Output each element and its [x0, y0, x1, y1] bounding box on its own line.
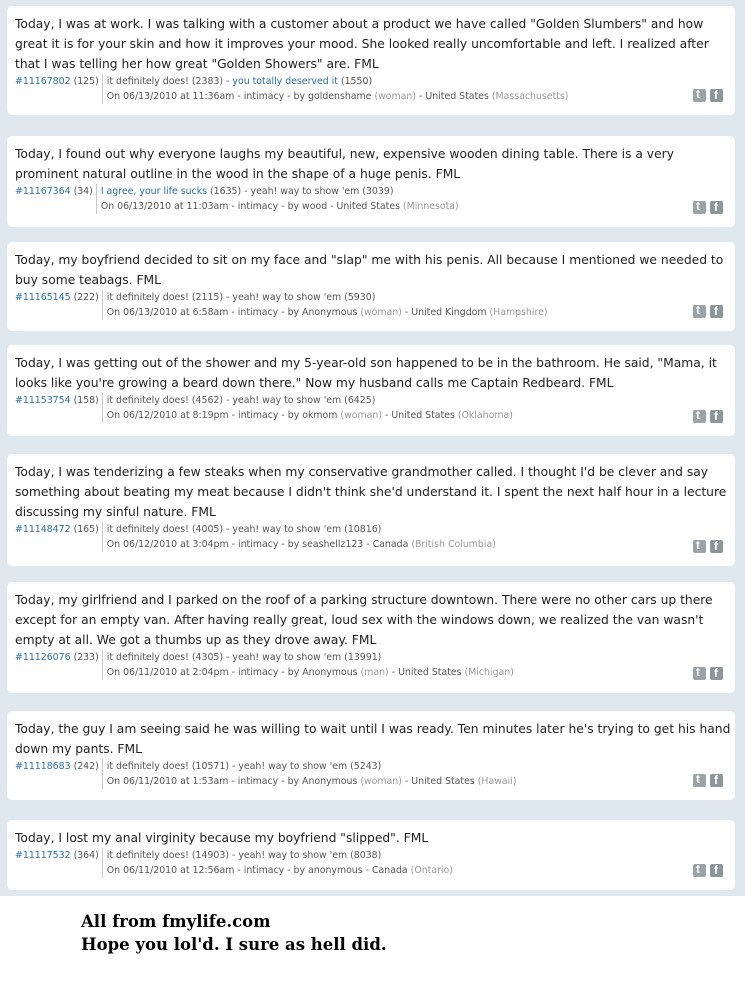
post-date: On 06/13/2010 at 11:03am — [100, 201, 229, 212]
post-author: by anonymous — [293, 865, 363, 876]
post-id-link[interactable]: #11118683 — [15, 761, 71, 772]
vote-deserved-count: (3039) — [362, 186, 394, 197]
post-country: United Kingdom — [411, 307, 487, 318]
vote-agree-link[interactable]: it definitely does! — [106, 850, 189, 861]
post-card — [7, 582, 735, 693]
separator: - — [231, 410, 236, 421]
vote-line — [107, 522, 496, 537]
post-country: United States — [336, 201, 400, 212]
post-region-value: Minnesota — [406, 201, 456, 212]
comment-count[interactable]: (233) — [73, 652, 99, 663]
separator: - — [384, 410, 389, 421]
comment-count[interactable]: (222) — [73, 292, 99, 303]
post-category[interactable]: intimacy — [238, 667, 279, 678]
vote-deserved-count: (6425) — [344, 395, 376, 406]
vote-line — [107, 650, 514, 665]
post-text: Today, my boyfriend decided to sit on my face and "slap" me with his penis. All because I mentioned we needed to buy some teabags. FML — [15, 253, 724, 287]
separator: - — [244, 186, 248, 197]
comment-count[interactable]: (158) — [73, 395, 99, 406]
separator: - — [330, 201, 334, 212]
vote-deserved-count: (5243) — [350, 761, 382, 772]
post-votes-and-info — [96, 184, 459, 214]
author-gender: (woman) — [374, 91, 417, 102]
facebook-icon[interactable] — [710, 864, 723, 877]
facebook-icon[interactable] — [710, 774, 723, 787]
separator: - — [231, 307, 235, 318]
post-id-group — [15, 184, 93, 199]
twitter-icon[interactable] — [693, 201, 706, 214]
vote-agree-link[interactable]: it definitely does! — [106, 524, 189, 535]
post-id-group — [15, 393, 99, 408]
post-id-link[interactable]: #11153754 — [15, 395, 71, 406]
post-votes-and-info — [102, 522, 496, 552]
vote-deserved-count: (5930) — [344, 292, 376, 303]
post-region: (Hampshire) — [489, 307, 548, 318]
share-icons — [693, 89, 727, 103]
comment-count[interactable]: (165) — [73, 524, 99, 535]
vote-deserved-count: (10816) — [344, 524, 382, 535]
separator: - — [231, 201, 235, 212]
post-votes-and-info — [102, 759, 517, 789]
post-author: by wood — [287, 201, 328, 212]
vote-deserved-link[interactable]: yeah! way to show 'em — [232, 395, 342, 406]
post-author: by Anonymous — [287, 776, 358, 787]
post-text: Today, I lost my anal virginity because my boyfriend "slipped". FML — [15, 831, 429, 845]
vote-deserved-count: (8038) — [350, 850, 382, 861]
vote-agree-link[interactable]: I agree, your life sucks — [100, 186, 208, 197]
post-info-line — [101, 199, 459, 214]
post-meta — [15, 393, 727, 423]
vote-line — [107, 290, 548, 305]
comment-count[interactable]: (364) — [73, 850, 99, 861]
separator: - — [232, 761, 236, 772]
post-meta — [15, 290, 727, 320]
post-id-group — [15, 759, 99, 774]
post-author: by goldenshame — [293, 91, 372, 102]
post-id-group — [15, 650, 99, 665]
caption-line-2: Hope you lol'd. I sure as hell did. — [81, 935, 387, 954]
post-card — [7, 711, 735, 800]
author-gender: (man) — [360, 667, 389, 678]
separator: - — [281, 667, 285, 678]
author-gender-value: woman — [378, 91, 413, 102]
vote-deserved-link[interactable]: yeah! way to show 'em — [238, 850, 348, 861]
post-region: (Massachusetts) — [491, 91, 569, 102]
post-info-line — [107, 408, 513, 423]
post-card — [7, 454, 735, 566]
post-card — [7, 136, 735, 227]
vote-deserved-link[interactable]: yeah! way to show 'em — [238, 761, 348, 772]
post-category[interactable]: intimacy — [237, 307, 279, 318]
caption — [81, 910, 387, 956]
vote-agree-count: (4305) — [191, 652, 224, 663]
separator: - — [287, 91, 291, 102]
vote-agree-link[interactable]: it definitely does! — [106, 652, 189, 663]
post-text: Today, I was tenderizing a few steaks when my conservative grandmother called. I thought I'd be clever and say something about beating my meat because I didn't think she'd understand it. I spent the next half hour in a lecture discussing my sinful nature. FML — [15, 465, 727, 519]
post-category[interactable]: intimacy — [238, 410, 279, 421]
post-meta — [15, 650, 727, 680]
facebook-icon[interactable] — [710, 305, 723, 318]
twitter-icon[interactable] — [693, 89, 706, 102]
author-gender: (woman) — [360, 776, 402, 787]
post-country: Canada — [372, 539, 409, 550]
share-icons — [693, 305, 727, 319]
vote-line — [107, 393, 513, 408]
post-votes-and-info — [102, 848, 453, 878]
comment-count[interactable]: (34) — [73, 186, 93, 197]
post-card — [7, 242, 735, 331]
separator: - — [226, 652, 230, 663]
separator: - — [281, 539, 285, 550]
post-region-value: Hawaii — [481, 776, 513, 787]
share-icons — [693, 201, 727, 215]
post-date: On 06/12/2010 at 3:04pm — [106, 539, 229, 550]
post-date: On 06/13/2010 at 6:58am — [106, 307, 229, 318]
post-info-line — [107, 89, 569, 104]
post-votes-and-info — [102, 74, 569, 104]
post-country: United States — [411, 776, 475, 787]
post-id-group — [15, 290, 99, 305]
separator: - — [226, 395, 230, 406]
post-votes-and-info — [102, 393, 513, 423]
post-region: (Michigan) — [464, 667, 514, 678]
post-text: Today, I found out why everyone laughs my beautiful, new, expensive wooden dining table. There is a very prominent natural outline in the wood in the shape of a huge penis. FML — [15, 147, 674, 181]
separator: - — [237, 91, 241, 102]
separator: - — [237, 865, 241, 876]
facebook-icon[interactable] — [710, 540, 723, 553]
post-region: (Ontario) — [410, 865, 453, 876]
post-region-value: Ontario — [414, 865, 450, 876]
vote-deserved-link[interactable]: yeah! way to show 'em — [250, 186, 360, 197]
post-meta — [15, 522, 727, 552]
post-votes-and-info — [102, 650, 514, 680]
separator: - — [366, 539, 370, 550]
author-gender-value: woman — [364, 307, 399, 318]
post-card — [7, 345, 735, 436]
post-info-line — [107, 537, 496, 552]
comment-count[interactable]: (242) — [73, 761, 99, 772]
post-card — [7, 6, 735, 115]
post-category[interactable]: intimacy — [243, 865, 285, 876]
vote-agree-count: (14903) — [191, 850, 230, 861]
vote-agree-count: (2383) — [191, 76, 224, 87]
vote-deserved-link[interactable]: you totally deserved it — [232, 76, 338, 87]
post-date: On 06/13/2010 at 11:36am — [106, 91, 235, 102]
post-country: Canada — [372, 865, 408, 876]
separator: - — [365, 865, 370, 876]
author-gender: (woman) — [360, 307, 402, 318]
twitter-icon[interactable] — [693, 774, 706, 787]
share-icons — [693, 774, 727, 788]
separator: - — [226, 292, 230, 303]
vote-deserved-link[interactable]: yeah! way to show 'em — [232, 524, 342, 535]
post-region: (Oklahoma) — [457, 410, 513, 421]
author-gender-value: woman — [364, 776, 399, 787]
vote-line — [101, 184, 459, 199]
vote-agree-count: (4005) — [191, 524, 224, 535]
share-icons — [693, 540, 727, 554]
separator: - — [281, 201, 285, 212]
post-meta — [15, 184, 727, 214]
vote-deserved-link[interactable]: yeah! way to show 'em — [232, 292, 342, 303]
post-date: On 06/11/2010 at 1:53am — [106, 776, 229, 787]
post-author: by Anonymous — [287, 307, 358, 318]
author-gender-value: man — [364, 667, 386, 678]
post-info-line — [107, 863, 453, 878]
post-category[interactable]: intimacy — [237, 776, 279, 787]
facebook-icon[interactable] — [710, 89, 723, 102]
twitter-icon[interactable] — [693, 864, 706, 877]
separator: - — [391, 667, 396, 678]
separator: - — [287, 865, 291, 876]
facebook-icon[interactable] — [710, 410, 723, 423]
twitter-icon[interactable] — [693, 305, 706, 318]
post-card — [7, 820, 735, 890]
post-id-group — [15, 848, 99, 863]
separator: - — [231, 667, 236, 678]
post-region-value: British Columbia — [414, 539, 493, 550]
post-author: by seashellz123 — [287, 539, 364, 550]
comment-count[interactable]: (125) — [73, 76, 99, 87]
vote-agree-link[interactable]: it definitely does! — [106, 395, 189, 406]
post-meta — [15, 848, 727, 878]
share-icons — [693, 864, 727, 878]
separator: - — [281, 410, 285, 421]
post-region: (Hawaii) — [477, 776, 517, 787]
vote-agree-link[interactable]: it definitely does! — [106, 76, 189, 87]
post-region-value: Massachusetts — [495, 91, 565, 102]
post-id-link[interactable]: #11148472 — [15, 524, 71, 535]
share-icons — [693, 667, 727, 681]
author-gender-value: woman — [344, 410, 379, 421]
separator: - — [232, 850, 236, 861]
post-text: Today, my girlfriend and I parked on the roof of a parking structure downtown. There were no other cars up there except for an empty van. After having really great, loud sex with the windows down, we realized the van wasn't empty at all. We got a thumbs up as they drove away. FML — [15, 593, 713, 647]
post-meta — [15, 74, 727, 104]
post-country: United States — [391, 410, 455, 421]
twitter-icon[interactable] — [693, 540, 706, 553]
post-id-link[interactable]: #11126076 — [15, 652, 71, 663]
vote-line — [107, 759, 517, 774]
post-date: On 06/11/2010 at 2:04pm — [106, 667, 229, 678]
post-info-line — [107, 665, 514, 680]
post-text: Today, I was at work. I was talking with a customer about a product we have called "Golden Slumbers" and how great it is for your skin and how it improves your mood. She looked really uncomfortable and left. I realized after that I was telling her how great "Golden Showers" are. FML — [15, 17, 709, 71]
post-id-link[interactable]: #11167802 — [15, 76, 71, 87]
vote-deserved-count: (1550) — [340, 76, 373, 87]
post-category[interactable]: intimacy — [243, 91, 285, 102]
post-date: On 06/11/2010 at 12:56am — [106, 865, 235, 876]
post-author: by okmom — [287, 410, 338, 421]
post-info-line — [107, 305, 548, 320]
vote-agree-link[interactable]: it definitely does! — [106, 292, 189, 303]
author-gender: (woman) — [340, 410, 382, 421]
post-region-value: Michigan — [468, 667, 511, 678]
facebook-icon[interactable] — [710, 667, 723, 680]
post-region-value: Hampshire — [493, 307, 544, 318]
post-region: (British Columbia) — [411, 539, 496, 550]
separator: - — [404, 776, 409, 787]
post-id-group — [15, 74, 99, 89]
separator: - — [231, 776, 235, 787]
separator: - — [404, 307, 409, 318]
vote-line — [107, 848, 453, 863]
post-id-group — [15, 522, 99, 537]
vote-line — [107, 74, 569, 89]
twitter-icon[interactable] — [693, 667, 706, 680]
vote-agree-count: (1635) — [210, 186, 242, 197]
separator: - — [231, 539, 236, 550]
separator: - — [281, 307, 285, 318]
post-votes-and-info — [102, 290, 548, 320]
caption-line-1: All from fmylife.com — [81, 912, 271, 931]
post-meta — [15, 759, 727, 789]
separator: - — [226, 76, 230, 87]
post-category[interactable]: intimacy — [238, 539, 279, 550]
post-region-value: Oklahoma — [461, 410, 510, 421]
post-id-link[interactable]: #11165145 — [15, 292, 71, 303]
post-country: United States — [425, 91, 489, 102]
post-text: Today, the guy I am seeing said he was willing to wait until I was ready. Ten minutes later he's trying to get his hand down my pants. FML — [15, 722, 731, 756]
separator: - — [226, 524, 230, 535]
post-author: by Anonymous — [287, 667, 358, 678]
vote-agree-count: (2115) — [191, 292, 224, 303]
twitter-icon[interactable] — [693, 410, 706, 423]
post-id-link[interactable]: #11167364 — [15, 186, 71, 197]
vote-agree-count: (10571) — [191, 761, 230, 772]
vote-deserved-link[interactable]: yeah! way to show 'em — [232, 652, 342, 663]
post-info-line — [107, 774, 517, 789]
vote-agree-count: (4562) — [191, 395, 224, 406]
post-text: Today, I was getting out of the shower and my 5-year-old son happened to be in the bathroom. He said, "Mama, it looks like you're growing a beard down there." Now my husband calls me Captain Redbeard. FML — [15, 356, 717, 390]
post-region: (Minnesota) — [402, 201, 459, 212]
facebook-icon[interactable] — [710, 201, 723, 214]
post-date: On 06/12/2010 at 8:19pm — [106, 410, 229, 421]
separator: - — [281, 776, 285, 787]
post-country: United States — [398, 667, 462, 678]
post-id-link[interactable]: #11117532 — [15, 850, 71, 861]
vote-agree-link[interactable]: it definitely does! — [106, 761, 189, 772]
separator: - — [419, 91, 423, 102]
share-icons — [693, 410, 727, 424]
post-category[interactable]: intimacy — [237, 201, 279, 212]
vote-deserved-count: (13991) — [344, 652, 382, 663]
